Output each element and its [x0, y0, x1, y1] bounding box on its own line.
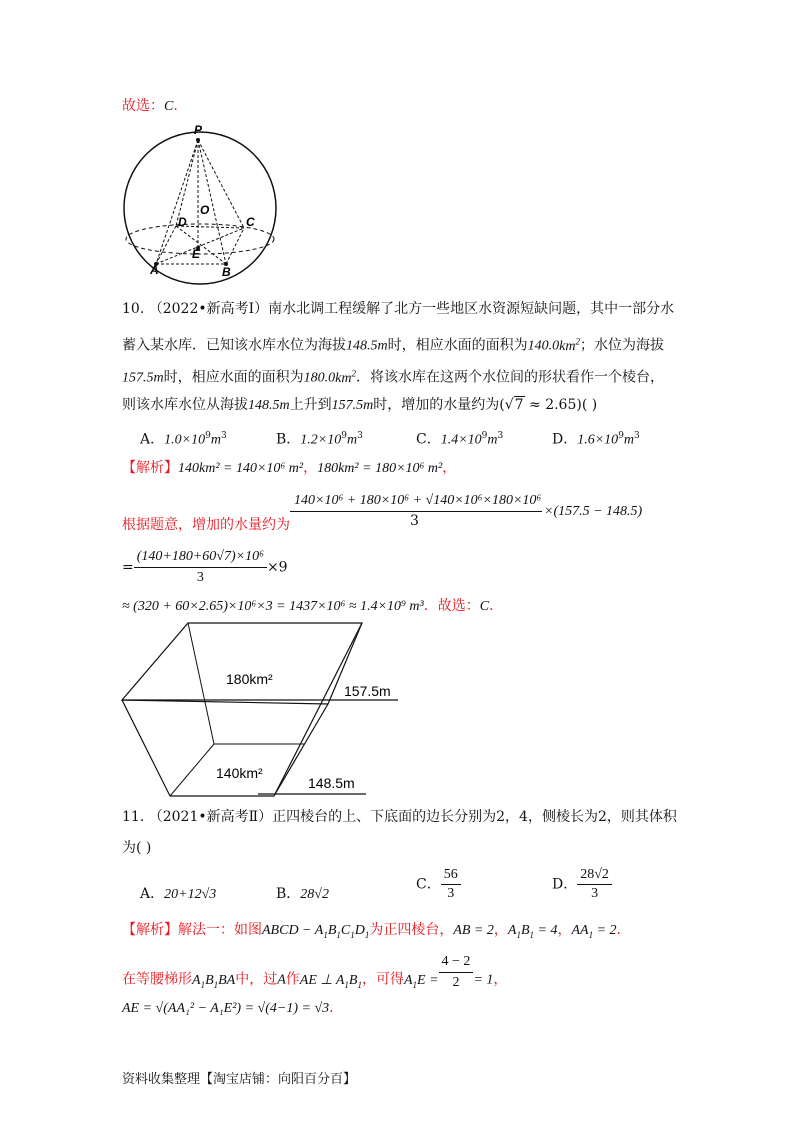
label-D: D — [178, 215, 187, 229]
q10-sol2-prefix: 根据题意，增加的水量约为 — [122, 517, 290, 533]
label-P: P — [194, 123, 203, 137]
label-top-area: 180km² — [226, 671, 273, 687]
label-bottom-area: 140km² — [216, 765, 263, 781]
reservoir-frustum-figure — [118, 618, 408, 800]
sphere-pyramid-figure — [118, 118, 288, 288]
q10-line2: 蓄入某水库．已知该水库水位为海拔148.5m时，相应水面的面积为$140.0km^2$；水位为海拔 — [122, 336, 664, 354]
label-O: O — [200, 203, 210, 217]
intro-suffix: . — [173, 98, 178, 114]
q11-line1: 11. （2021•新高考Ⅱ）正四棱台的上、下底面的边长分别为2，4，侧棱长为2，则其体积 — [122, 809, 677, 825]
intro-prefix: 故选： — [122, 98, 164, 114]
q10-frac-tail: ×(157.5 − 148.5) — [544, 504, 643, 519]
intro-answer: C — [164, 99, 174, 114]
label-bottom-height: 148.5m — [308, 775, 355, 791]
q10-sol4: ≈ (320 + 60×2.65)×10⁶×3 = 1437×10⁶ ≈ 1.4×10⁹ m³．故选：C． — [122, 598, 504, 614]
q10-line4: 则该水库水位从海拔148.5m上升到157.5m时，增加的水量约为(√7 ≈ 2.65)( ) — [122, 397, 598, 413]
q11-line2: 为( ) — [122, 840, 152, 856]
q10-solution-line1: 【解析】140km² = 140×10⁶ m²，180km² = 180×10⁶ m²， — [122, 460, 457, 476]
label-B: B — [222, 265, 231, 279]
label-A: A — [150, 263, 159, 277]
q10-frac-den: 3 — [410, 513, 419, 529]
q10-option-b: B．$1.2\times 10^9m^3$ — [276, 431, 363, 448]
q11-solution-line1: 【解析】解法一：如图ABCD − $A_1B_1C_1D_1$为正四棱台，AB = 2，$A_1B_1 = 4$，$AA_1 = 2$． — [122, 922, 631, 940]
q11-solution-line3: AE = √(AA₁² − A₁E²) = √(4−1) = √3． — [122, 1000, 344, 1016]
q11-option-d: D． $\frac{28√2}{3}$ — [552, 866, 612, 903]
q10-line3: 157.5m时，相应水面的面积为$180.0km^2$．将该水库在这两个水位间的形状看作一个棱台， — [122, 368, 664, 386]
q10-line1: 10. （2022•新高考Ⅰ）南水北调工程缓解了北方一些地区水资源短缺问题，其中一部分水 — [122, 301, 675, 317]
q10-option-a: A．$1.0\times 10^9m^3$ — [140, 431, 227, 448]
q11-solution-line2: 在等腰梯形$A_1B_1BA$中，过A作AE ⊥ $A_1B_1$，可得$A_1E$ = $\frac{4 - 2}{2}$ = 1， — [122, 954, 508, 990]
label-E: E — [192, 247, 201, 261]
q11-option-b: B．28√2 — [276, 886, 329, 902]
q10-frac-numerator: 140×10⁶ + 180×10⁶ + √140×10⁶×180×10⁶ — [294, 493, 542, 508]
q10-sol3: = $\frac{\text{(140+180+60√7)×10⁶}}{3}$ ×9 — [122, 549, 288, 585]
q10-option-d: D．$1.6\times 10^9m^3$ — [552, 431, 640, 448]
label-top-height: 157.5m — [344, 683, 391, 699]
q11-option-a: A．20+12√3 — [140, 886, 217, 902]
q11-option-c: C． $\frac{56}{3}$ — [416, 866, 461, 903]
intro-line — [122, 96, 178, 117]
q10-option-c: C．$1.4\times 10^9m^3$ — [416, 431, 504, 448]
footer-text: 资料收集整理【淘宝店铺：向阳百分百】 — [122, 1072, 357, 1087]
label-C: C — [246, 215, 255, 229]
